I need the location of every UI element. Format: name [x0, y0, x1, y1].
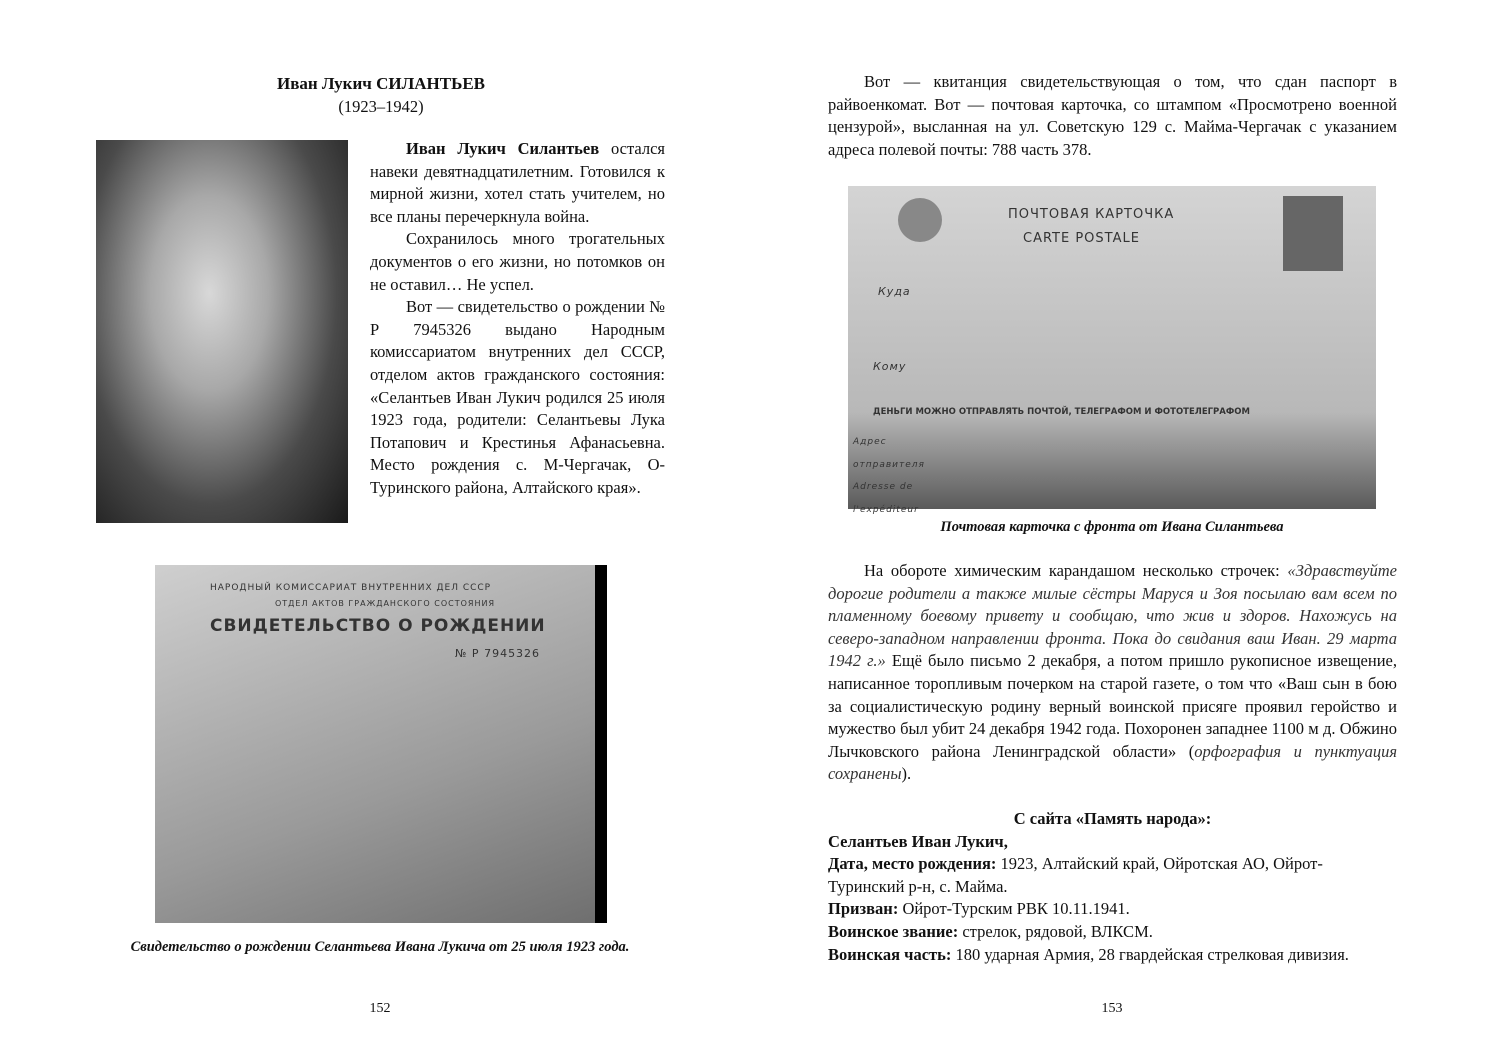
letter-note: орфография и пунктуация сохранены — [828, 741, 1397, 784]
postcard-to-label: Куда — [878, 285, 911, 298]
letter-end: ). — [901, 764, 912, 784]
page-number-right: 153 — [1101, 1001, 1123, 1016]
record-birth: Дата, место рождения: 1923, Алтайский край, Ойротская АО, Ойрот-Туринский р-н, с. Майма. — [828, 854, 1323, 896]
letter-rest: Ещё было письмо 2 декабря, а потом пришло рукописное извещение, написанное торопливым почерком на старой газете, о том что «Ваш сын в бою за социалистическую родину верный воинской присяге проявил геройство и мужество был убит 24 декабря 1942 года. Похоронен западнее 1100 м д. Обжино Лычковского района Ленинградской области» ( — [828, 651, 1397, 761]
postcard-title: ПОЧТОВАЯ КАРТОЧКА — [1008, 207, 1175, 222]
page-number-left: 152 — [369, 1001, 391, 1016]
certificate-number: № Р 7945326 — [455, 647, 541, 660]
right-intro-text: Вот — квитанция свидетельствующая о том, что сдан паспорт в райвоенкомат. Вот — почтовая карточка, со штампом «Просмотрено военной цензурой», высланная на ул. Советскую 129 с. Майма-Чергачак с указанием адреса полевой почты: 788 часть 378. — [828, 72, 1397, 159]
postcard-sender-label: Адрес отправителя Adresse de l'expéditeur — [853, 437, 925, 515]
site-heading: С сайта «Память народа»: — [1013, 809, 1212, 828]
paragraph: Сохранилось много трогательных документов о его жизни, но потомков он не оставил… Не успел. — [370, 229, 665, 294]
letter-quote: «Здравствуйте дорогие родители а также милые сёстры Маруся и Зоя посылаю вам всем по пламенному боевому привету и сообщаю, что жив и здоров. Нахожусь на северо-западном направлении фронта. Пока до свидания ваш Иван. 29 марта 1942 г.» — [828, 561, 1397, 671]
record-unit: Воинская часть: 180 ударная Армия, 28 гвардейская стрелковая дивизия. — [828, 944, 1349, 964]
postcard-caption: Почтовая карточка с фронта от Ивана Силантьева — [940, 519, 1284, 535]
certificate-subheader: ОТДЕЛ АКТОВ ГРАЖДАНСКОГО СОСТОЯНИЯ — [275, 599, 495, 608]
postcard-whom-label: Кому — [873, 360, 907, 373]
postcard-image — [848, 186, 1376, 515]
certificate-title: СВИДЕТЕЛЬСТВО О РОЖДЕНИИ — [210, 616, 546, 636]
certificate-header: НАРОДНЫЙ КОМИССАРИАТ ВНУТРЕННИХ ДЕЛ СССР — [210, 583, 492, 593]
paragraph: Вот — свидетельство о рождении № Р 7945326 выдано Народным комиссариатом внутренних дел СССР, отделом актов гражданского состояния: «Селантьев Иван Лукич родился 25 июля 1923 года, родители: Селантьевы Лука Потапович и Крестинья Афанасьевна. Место рождения с. М-Чергачак, О-Туринского района, Алтайского края». — [370, 297, 665, 497]
record-name: Селантьев Иван Лукич, — [828, 831, 1008, 851]
postcard-subtitle: CARTE POSTALE — [1023, 231, 1140, 246]
intro-name: Иван Лукич Силантьев — [406, 139, 600, 158]
birth-certificate-image — [155, 565, 607, 923]
person-name-title: Иван Лукич СИЛАНТЬЕВ — [276, 74, 486, 93]
stamp-icon — [1283, 196, 1343, 271]
left-page-heading — [96, 73, 666, 118]
letter-text — [828, 560, 1397, 786]
record-rank: Воинское звание: стрелок, рядовой, ВЛКСМ. — [828, 921, 1153, 941]
certificate-caption: Свидетельство о рождении Селантьева Ивана Лукича от 25 июля 1923 года. — [130, 939, 630, 955]
letter-lead: На обороте химическим карандашом несколько строчек: — [864, 561, 1288, 580]
portrait-photo — [96, 140, 348, 523]
paragraph: остался навеки девятнадцатилетним. Готовился к мирной жизни, хотел стать учителем, но все планы перечеркнула война. — [370, 139, 665, 226]
postcard-money-line: ДЕНЬГИ МОЖНО ОТПРАВЛЯТЬ ПОЧТОЙ, ТЕЛЕГРАФОМ И ФОТОТЕЛЕГРАФОМ — [873, 407, 1250, 417]
record-drafted: Призван: Ойрот-Турским РВК 10.11.1941. — [828, 899, 1130, 919]
left-body-text — [370, 138, 665, 500]
emblem-icon — [898, 198, 942, 242]
memory-record — [828, 808, 1397, 966]
certificate-shadow — [595, 565, 607, 923]
person-years: (1923–1942) — [338, 96, 424, 116]
